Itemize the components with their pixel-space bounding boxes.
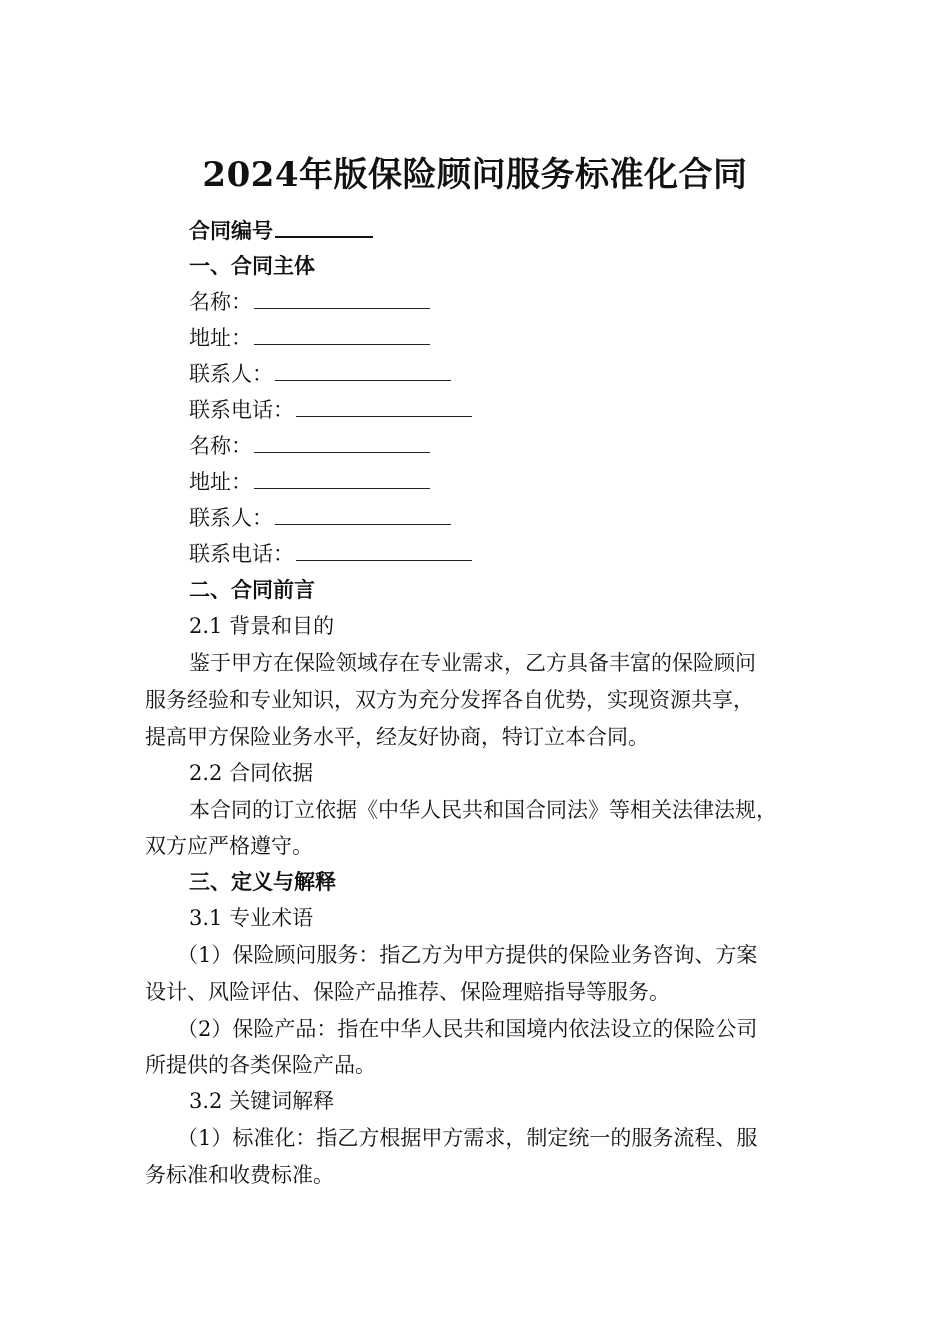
- basis-paragraph-line-1: 本合同的订立依据《中华人民共和国合同法》等相关法律法规，: [189, 798, 777, 822]
- background-paragraph-line-3: 提高甲方保险业务水平，经友好协商，特订立本合同。: [145, 725, 649, 749]
- party-a-phone-label: 联系电话：: [189, 398, 294, 422]
- party-a-name-blank[interactable]: [254, 284, 430, 309]
- party-a-address-line: [189, 320, 430, 356]
- party-b-contact-blank[interactable]: [275, 500, 451, 525]
- term-2-line-1: （2）保险产品：指在中华人民共和国境内依法设立的保险公司: [177, 1017, 758, 1041]
- party-b-contact-line: [189, 500, 451, 536]
- contract-number-line: [189, 212, 373, 249]
- party-b-name-blank[interactable]: [254, 428, 430, 453]
- background-paragraph-line-2: 服务经验和专业知识，双方为充分发挥各自优势，实现资源共享，: [145, 688, 754, 712]
- party-b-name-label: 名称：: [189, 434, 252, 458]
- section-2-heading: 二、合同前言: [189, 577, 315, 602]
- party-a-phone-blank[interactable]: [296, 392, 472, 417]
- background-paragraph-line-1: 鉴于甲方在保险领域存在专业需求，乙方具备丰富的保险顾问: [189, 651, 756, 675]
- party-a-contact-blank[interactable]: [275, 356, 451, 381]
- subsection-2-1-heading: 2.1 背景和目的: [189, 614, 335, 638]
- keyword-1-line-2: 务标准和收费标准。: [145, 1163, 334, 1187]
- term-1-line-1: （1）保险顾问服务：指乙方为甲方提供的保险业务咨询、方案: [177, 943, 758, 967]
- keyword-1-line-1: （1）标准化：指乙方根据甲方需求，制定统一的服务流程、服: [177, 1126, 758, 1150]
- subsection-3-2-heading: 3.2 关键词解释: [189, 1089, 335, 1113]
- party-a-phone-line: [189, 392, 472, 428]
- party-b-name-line: [189, 428, 430, 464]
- party-b-address-blank[interactable]: [254, 464, 430, 489]
- party-a-address-blank[interactable]: [254, 320, 430, 345]
- party-b-address-label: 地址：: [189, 470, 252, 494]
- party-b-phone-label: 联系电话：: [189, 542, 294, 566]
- document-title: 2024年版保险顾问服务标准化合同: [202, 155, 748, 195]
- party-b-phone-line: [189, 536, 472, 572]
- section-1-heading: 一、合同主体: [189, 253, 315, 278]
- term-2-line-2: 所提供的各类保险产品。: [145, 1053, 376, 1077]
- section-3-heading: 三、定义与解释: [189, 869, 336, 894]
- party-b-phone-blank[interactable]: [296, 536, 472, 561]
- contract-number-label: 合同编号: [189, 218, 273, 243]
- party-a-name-label: 名称：: [189, 290, 252, 314]
- party-a-address-label: 地址：: [189, 326, 252, 350]
- subsection-2-2-heading: 2.2 合同依据: [189, 761, 314, 785]
- party-a-contact-label: 联系人：: [189, 362, 273, 386]
- party-b-contact-label: 联系人：: [189, 506, 273, 530]
- party-a-name-line: [189, 284, 430, 320]
- party-b-address-line: [189, 464, 430, 500]
- subsection-3-1-heading: 3.1 专业术语: [189, 906, 314, 930]
- term-1-line-2: 设计、风险评估、保险产品推荐、保险理赔指导等服务。: [145, 980, 670, 1004]
- contract-number-blank[interactable]: [275, 212, 373, 238]
- party-a-contact-line: [189, 356, 451, 392]
- basis-paragraph-line-2: 双方应严格遵守。: [145, 834, 313, 858]
